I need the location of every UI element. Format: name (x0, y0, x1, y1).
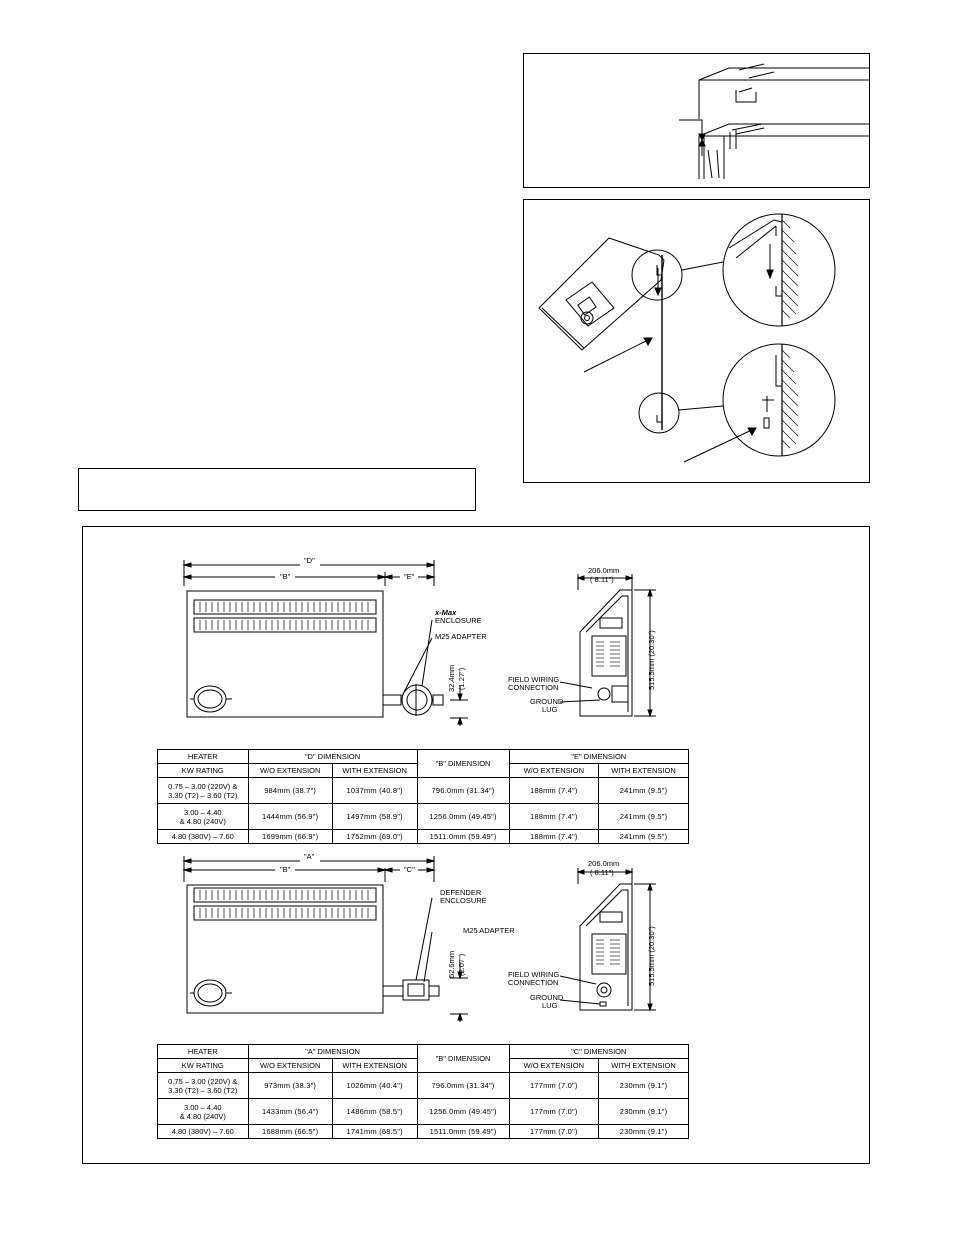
field-wiring-label: FIELD WIRING (508, 675, 560, 684)
th-c-with: WITH EXTENSION (598, 1059, 688, 1073)
table-cell-kw: 0.75 – 3.00 (220V) & 3.30 (T2) – 3.60 (T2) (158, 1073, 249, 1099)
table-cell-kw: 3.00 – 4.40 & 4.80 (240V) (158, 1099, 249, 1125)
th-a-dimension: "A" DIMENSION (248, 1045, 417, 1059)
table-cell: 1256.0mm (49.45") (417, 804, 509, 830)
dim-e-label: "E" (404, 572, 415, 581)
table-cell: 1497mm (58.9") (332, 804, 417, 830)
xmax-enclosure-label: x-Max (435, 608, 457, 617)
th-a-with: WITH EXTENSION (332, 1059, 417, 1073)
th-b-dimension: "B" DIMENSION (417, 750, 509, 778)
side-height-label: 515.5mm (20.30") (647, 630, 656, 690)
th-kw-rating: KW RATING (158, 764, 249, 778)
table-cell: 1256.0mm (49.45") (417, 1099, 509, 1125)
table-cell: 177mm (7.0") (509, 1099, 598, 1125)
table-cell: 188mm (7.4") (509, 830, 598, 844)
note-box (78, 468, 476, 511)
m25-adapter-label: M25 ADAPTER (435, 632, 487, 641)
th-heater: HEATER (158, 750, 249, 764)
th-c-dimension: "C" DIMENSION (509, 1045, 688, 1059)
th-a-wo: W/O EXTENSION (248, 1059, 332, 1073)
table-cell: 1699mm (66.9") (248, 830, 332, 844)
ground-lug-label-lower-2: LUG (542, 1001, 558, 1010)
table-cell: 984mm (38.7") (248, 778, 332, 804)
dim-b-label: "B" (280, 572, 291, 581)
ground-lug-label: GROUND (530, 697, 564, 706)
offset-dimension-in-lower: (2.07") (457, 953, 466, 976)
th-d-with: WITH EXTENSION (332, 764, 417, 778)
table-cell: 241mm (9.5") (598, 804, 688, 830)
offset-dimension: 32.4mm (447, 664, 456, 692)
lower-front-view (170, 852, 500, 1022)
side-depth-label-lower: 206.0mm (588, 859, 620, 868)
dim-d-label: "D" (304, 556, 315, 565)
th-e-with: WITH EXTENSION (598, 764, 688, 778)
table-cell-kw: 4.80 (380V) – 7.60 (158, 830, 249, 844)
field-wiring-label-lower: FIELD WIRING (508, 970, 560, 979)
table-cell: 1688mm (66.5") (248, 1125, 332, 1139)
table-cell: 796.0mm (31.34") (417, 778, 509, 804)
lower-dimension-table (157, 1044, 689, 1139)
table-cell-kw: 0.75 – 3.00 (220V) & 3.30 (T2) – 3.60 (T2) (158, 778, 249, 804)
table-cell: 230mm (9.1") (598, 1125, 688, 1139)
wall-hanging-panel (523, 199, 870, 483)
table-cell: 1741mm (68.5") (332, 1125, 417, 1139)
dim-b-label-lower: "B" (280, 865, 291, 874)
table-cell: 1486mm (58.5") (332, 1099, 417, 1125)
table-cell: 1037mm (40.8") (332, 778, 417, 804)
th-b-dimension: "B" DIMENSION (417, 1045, 509, 1073)
ground-lug-label-2: LUG (542, 705, 558, 714)
th-d-dimension: "D" DIMENSION (248, 750, 417, 764)
th-e-wo: W/O EXTENSION (509, 764, 598, 778)
table-cell: 188mm (7.4") (509, 804, 598, 830)
th-kw-rating: KW RATING (158, 1059, 249, 1073)
table-cell: 1752mm (69.0") (332, 830, 417, 844)
side-depth-in-label-lower: ( 8.11") (590, 868, 614, 877)
side-height-label-lower: 515.5mm (20.30") (647, 926, 656, 986)
wall-hanging-drawing (524, 200, 871, 484)
offset-dimension-in: (1.27") (457, 667, 466, 690)
table-cell: 1511.0mm (59.49") (417, 1125, 509, 1139)
bracket-detail-drawing (524, 54, 871, 189)
ground-lug-label-lower: GROUND (530, 993, 564, 1002)
side-depth-in-label: ( 8.11") (590, 575, 614, 584)
table-cell: 230mm (9.1") (598, 1099, 688, 1125)
xmax-enclosure-suffix: ENCLOSURE (435, 616, 482, 625)
offset-dimension-lower: 52.6mm (447, 950, 456, 978)
th-e-dimension: "E" DIMENSION (509, 750, 688, 764)
table-cell: 1511.0mm (59.49") (417, 830, 509, 844)
table-cell: 188mm (7.4") (509, 778, 598, 804)
defender-enclosure-label: DEFENDER (440, 888, 482, 897)
table-cell: 1433mm (56.4") (248, 1099, 332, 1125)
defender-enclosure-label-2: ENCLOSURE (440, 896, 487, 905)
m25-adapter-label-lower: M25 ADAPTER (463, 926, 515, 935)
table-cell: 973mm (38.3") (248, 1073, 332, 1099)
field-wiring-label-2: CONNECTION (508, 683, 559, 692)
table-cell-kw: 4.80 (380V) – 7.60 (158, 1125, 249, 1139)
table-cell: 1026mm (40.4") (332, 1073, 417, 1099)
table-cell: 796.0mm (31.34") (417, 1073, 509, 1099)
dim-a-label: "A" (304, 852, 315, 861)
table-cell: 177mm (7.0") (509, 1073, 598, 1099)
th-d-wo: W/O EXTENSION (248, 764, 332, 778)
side-depth-label: 206.0mm (588, 566, 620, 575)
table-cell: 230mm (9.1") (598, 1073, 688, 1099)
field-wiring-label-lower-2: CONNECTION (508, 978, 559, 987)
table-cell: 241mm (9.5") (598, 778, 688, 804)
th-heater: HEATER (158, 1045, 249, 1059)
mounting-bracket-panel (523, 53, 870, 188)
upper-dimension-table (157, 749, 689, 844)
table-cell-kw: 3.00 – 4.40 & 4.80 (240V) (158, 804, 249, 830)
table-cell: 177mm (7.0") (509, 1125, 598, 1139)
dim-c-label: "C" (404, 865, 415, 874)
th-c-wo: W/O EXTENSION (509, 1059, 598, 1073)
table-cell: 241mm (9.5") (598, 830, 688, 844)
table-cell: 1444mm (56.9") (248, 804, 332, 830)
upper-front-view (170, 556, 500, 726)
